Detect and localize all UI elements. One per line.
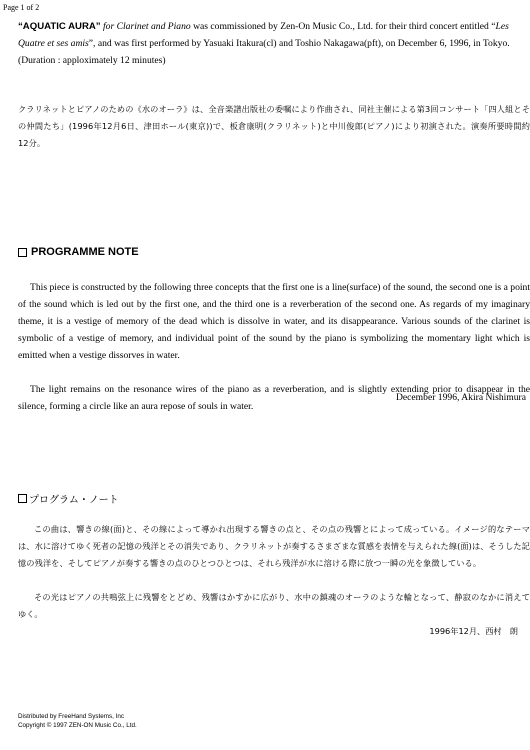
programme-note-heading-jp [18,491,119,506]
programme-note-paragraph: This piece is constructed by the following three concepts that the first one is a line(surface) of the sound, the second one is a point of the sound which is led out by the first one, and the third one is a reverberation of the second one. As regards of my imaginary theme, it is a vestige of memory of the dead which is dissolve in water, and its disappearance. Various sounds of the clarinet is symbolic of a vestige of memory, and individual point of the sound by the piano is symbolizing the momentary light which is emitted when a vestige dissorves in water. [18,282,530,361]
programme-note-signature-jp: 1996年12月、西村 朗 [429,626,518,636]
instrumentation: for Clarinet and Piano [103,21,191,32]
programme-note-paragraph-jp: この曲は、響きの線(面)と、その線によって導かれ出現する響きの点と、その点の残響とによって成っている。イメージ的なテーマは、水に溶けてゆく死者の記憶の残洋とその消失であり、クラリネットが奏するさまざまな質感を表情を与えられた線(面)は、そうした記憶の残洋を、そしてピアノが奏する響きの点のひとつひとつは、それら残洋が水に溶ける際に放つ一瞬の光を象徴している。 [18,524,530,568]
programme-note-title-jp: プログラム・ノート [29,495,119,506]
piece-title: “AQUATIC AURA” [18,21,101,32]
footer [18,712,137,730]
distributor-line: Distributed by FreeHand Systems, Inc [18,713,125,720]
programme-note-signature: December 1996, Akira Nishimura [395,392,526,403]
programme-note-paragraph-jp: その光はピアノの共鳴弦上に残響をとどめ、残響はかすかに広がり、水中の鎮魂のオーラのような輪となって、静寂のなかに消えてゆく。 [18,592,530,619]
intro-paragraph [18,18,530,69]
page-number: Page 1 of 2 [3,3,40,12]
checkbox-square-icon [18,248,27,257]
programme-note-paragraph: The light remains on the resonance wires of the piano as a reverberation, and is slightly extending prior to disappear in the silence, forming a circle like an aura repose of souls in water. [18,384,530,412]
intro-text-2: ”, and was first performed by Yasuaki Itakura(cl) and Toshio Nakagawa(pft), on December 6, 1996, in Tokyo. (Duration : apploximately 12 minutes) [18,38,510,66]
copyright-line: Copyright © 1997 ZEN-ON Music Co., Ltd. [18,722,137,729]
intro-paragraph-jp: クラリネットとピアノのための《水のオーラ》は、全音楽譜出版社の委嘱により作曲され、同社主催による第3回コンサート「四人組とその仲間たち」(1996年12月6日、津田ホール(東京))で、板倉康明(クラリネット)と中川俊郎(ピアノ)により初演された。演奏所要時間約12分。 [18,104,530,148]
checkbox-square-icon [18,494,27,503]
intro-text-1: was commissioned by Zen-On Music Co., Ltd. for their third concert entitled “ [190,21,496,32]
programme-note-heading [18,246,139,258]
programme-note-body-jp [18,521,530,623]
concert-title: Les Quatre et ses amis [18,21,509,49]
programme-note-title: PROGRAMME NOTE [31,246,139,258]
